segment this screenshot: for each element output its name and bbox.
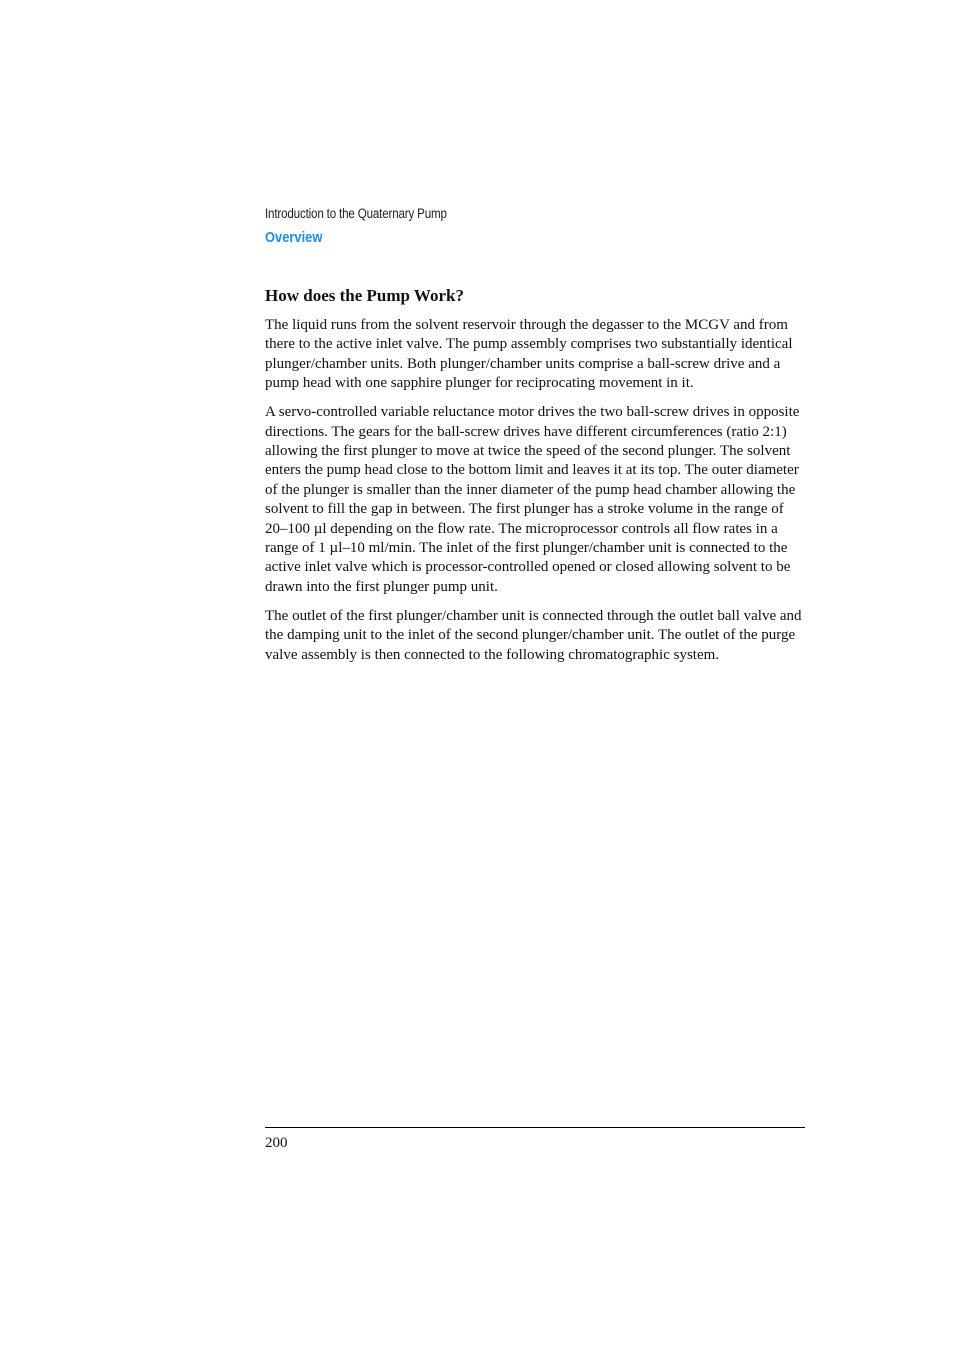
- section-title: Overview: [265, 229, 323, 246]
- page-number: 200: [265, 1135, 288, 1151]
- footer-divider: [265, 1127, 805, 1128]
- body-paragraph-1: The liquid runs from the solvent reservoir through the degasser to the MCGV and from there to the active inlet valve. The pump assembly comprises two substantially identical plunger/chamber units. Both plunger/chamber units comprise a ball-screw drive and a pump head with one sapphire plunger for reciprocating movement in it.: [265, 317, 793, 392]
- running-header: [265, 205, 805, 248]
- section-heading: How does the Pump Work?: [265, 286, 464, 305]
- body-paragraph-2: A servo-controlled variable reluctance motor drives the two ball-screw drives in opposite directions. The gears for the ball-screw drives have different circumferences (ratio 2:1) allowing the first plunger to move at twice the speed of the second plunger. The solvent enters the pump head close to the bottom limit and leaves it at its top. The outer diameter of the plunger is smaller than the inner diameter of the pump head chamber allowing the solvent to fill the gap in between. The first plunger has a stroke volume in the range of 20–100 µl depending on the flow rate. The microprocessor controls all flow rates in a range of 1 µl–10 ml/min. The inlet of the first plunger/chamber unit is connected to the active inlet valve which is processor-controlled opened or closed allowing solvent to be drawn into the first plunger pump unit.: [265, 404, 800, 595]
- body-paragraph-3: The outlet of the first plunger/chamber unit is connected through the outlet ball valve and the damping unit to the inlet of the second plunger/chamber unit. The outlet of the purge valve assembly is then connected to the following chromatographic system.: [265, 607, 802, 663]
- main-content: [265, 285, 805, 674]
- chapter-title: Introduction to the Quaternary Pump: [265, 206, 447, 221]
